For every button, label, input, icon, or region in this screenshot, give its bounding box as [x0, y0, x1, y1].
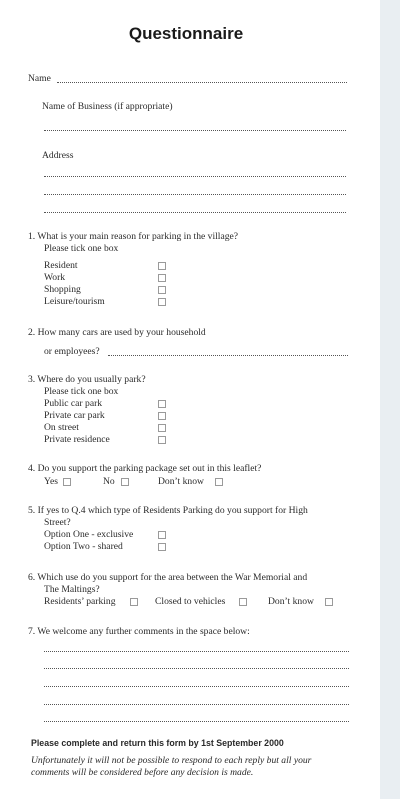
q6-option-label: Don’t know [268, 596, 314, 607]
q4-checkbox-yes[interactable] [63, 478, 71, 486]
comments-line5[interactable] [44, 721, 349, 722]
q7-question: 7. We welcome any further comments in the space below: [28, 626, 250, 637]
q3-instruction: Please tick one box [44, 386, 119, 397]
q5-checkbox-exclusive[interactable] [158, 531, 166, 539]
address-field-line2[interactable] [44, 194, 346, 195]
q6-checkbox-dontknow[interactable] [325, 598, 333, 606]
q5-question-line1: 5. If yes to Q.4 which type of Residents Parking do you support for High [28, 505, 308, 516]
q6-checkbox-residents[interactable] [130, 598, 138, 606]
comments-line1[interactable] [44, 651, 349, 652]
disclaimer-line1: Unfortunately it will not be possible to respond to each reply but all your [31, 755, 312, 766]
name-label: Name [28, 73, 51, 84]
q6-question-line1: 6. Which use do you support for the area between the War Memorial and [28, 572, 308, 583]
q3-option-label: On street [44, 422, 79, 433]
comments-line3[interactable] [44, 686, 349, 687]
q1-checkbox-leisure[interactable] [158, 298, 166, 306]
q2-continuation: or employees? [44, 346, 100, 357]
q4-checkbox-no[interactable] [121, 478, 129, 486]
page-edge [380, 0, 400, 799]
q3-checkbox-street[interactable] [158, 424, 166, 432]
disclaimer-line2: comments will be considered before any decision is made. [31, 767, 254, 778]
q5-question-line2: Street? [44, 517, 71, 528]
address-label: Address [42, 150, 74, 161]
q3-question: 3. Where do you usually park? [28, 374, 146, 385]
q6-option-label: Residents’ parking [44, 596, 116, 607]
q1-option-label: Work [44, 272, 66, 283]
comments-line4[interactable] [44, 704, 349, 705]
page-title: Questionnaire [128, 24, 244, 43]
q6-question-line2: The Maltings? [44, 584, 100, 595]
q4-option-label: Yes [44, 476, 58, 487]
q6-checkbox-closed[interactable] [239, 598, 247, 606]
q4-checkbox-dontknow[interactable] [215, 478, 223, 486]
business-field[interactable] [44, 130, 346, 131]
q3-option-label: Private car park [44, 410, 105, 421]
q3-checkbox-public[interactable] [158, 400, 166, 408]
q4-option-label: Don’t know [158, 476, 204, 487]
q3-option-label: Public car park [44, 398, 103, 409]
q3-checkbox-private[interactable] [158, 412, 166, 420]
address-field-line3[interactable] [44, 212, 346, 213]
name-field[interactable] [57, 82, 347, 83]
q1-option-label: Shopping [44, 284, 81, 295]
q1-question: 1. What is your main reason for parking in the village? [28, 231, 239, 242]
q3-checkbox-residence[interactable] [158, 436, 166, 444]
business-label: Name of Business (if appropriate) [42, 101, 173, 112]
q6-option-label: Closed to vehicles [155, 596, 226, 607]
q5-option-label: Option Two - shared [44, 541, 123, 552]
q1-checkbox-resident[interactable] [158, 262, 166, 270]
q1-option-label: Leisure/tourism [44, 296, 105, 307]
address-field-line1[interactable] [44, 176, 346, 177]
q1-checkbox-work[interactable] [158, 274, 166, 282]
q5-checkbox-shared[interactable] [158, 543, 166, 551]
q5-option-label: Option One - exclusive [44, 529, 134, 540]
q3-option-label: Private residence [44, 434, 110, 445]
comments-line2[interactable] [44, 668, 349, 669]
return-deadline: Please complete and return this form by 1st September 2000 [31, 738, 284, 748]
q1-checkbox-shopping[interactable] [158, 286, 166, 294]
q1-option-label: Resident [44, 260, 78, 271]
q4-option-label: No [103, 476, 115, 487]
q4-question: 4. Do you support the parking package set out in this leaflet? [28, 463, 262, 474]
q1-instruction: Please tick one box [44, 243, 119, 254]
q2-question: 2. How many cars are used by your household [28, 327, 206, 338]
q2-answer-field[interactable] [108, 355, 348, 356]
